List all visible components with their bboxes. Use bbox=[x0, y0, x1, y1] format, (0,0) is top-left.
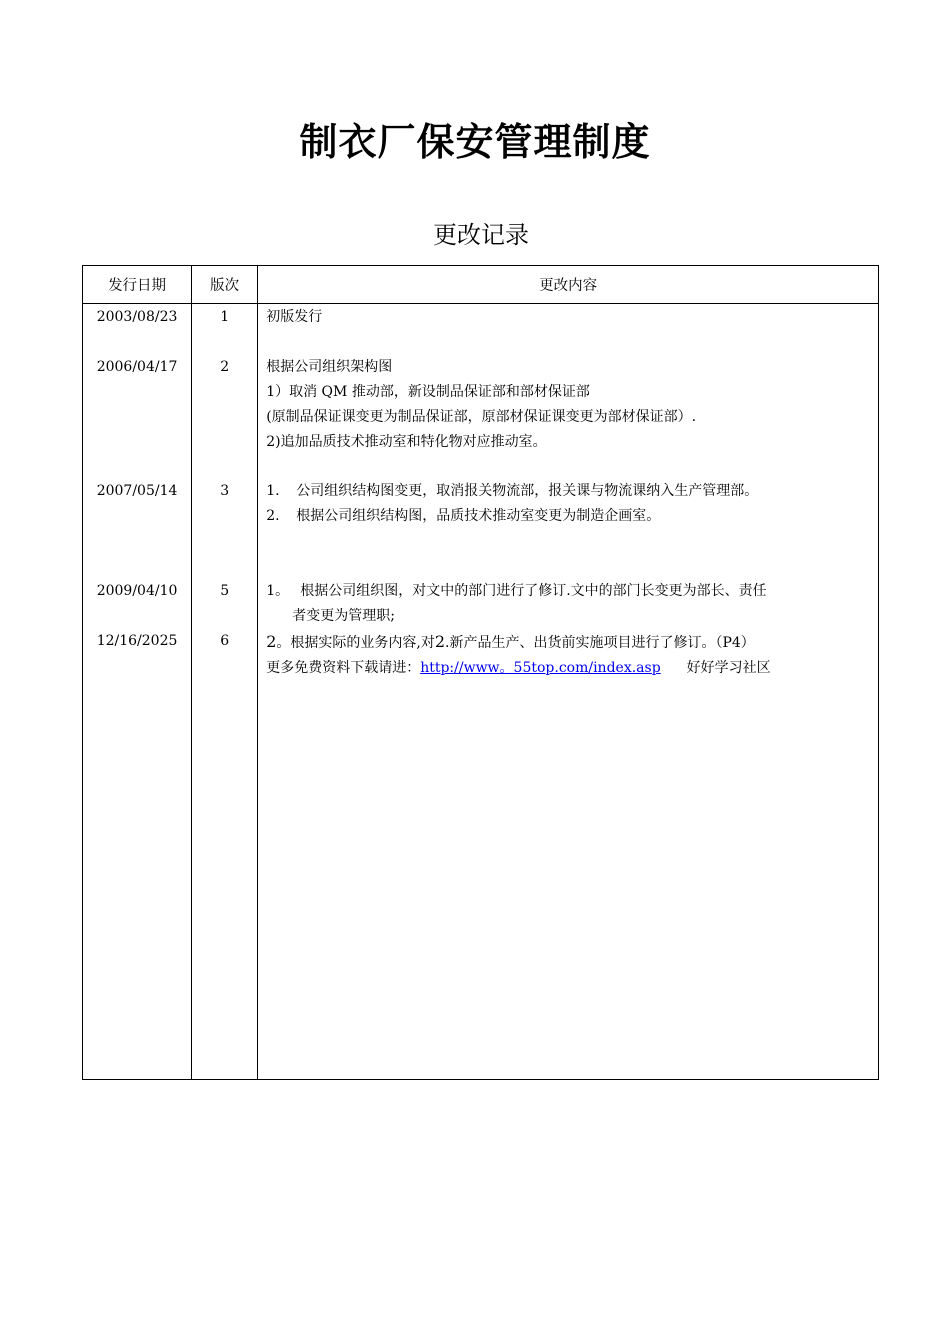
numbered-item bbox=[266, 504, 874, 529]
row-5-version: 6 bbox=[220, 633, 230, 649]
row-4-content bbox=[258, 579, 878, 629]
item-continuation: 者变更为管理职; bbox=[292, 608, 395, 624]
content-line: 根据公司组织架构图 bbox=[266, 359, 393, 375]
header-date: 发行日期 bbox=[83, 266, 192, 304]
row-2-date: 2006/04/17 bbox=[96, 359, 178, 375]
table-body-row bbox=[83, 304, 879, 1080]
content-column bbox=[258, 304, 879, 1080]
row-2-version: 2 bbox=[220, 359, 230, 375]
item-number: 2 bbox=[266, 632, 277, 651]
document-title: 制衣厂保安管理制度 bbox=[299, 120, 651, 164]
table-header-row bbox=[83, 266, 879, 304]
numbered-item bbox=[266, 629, 874, 656]
item-number: 2. bbox=[266, 508, 280, 524]
item-number-inline: 2 bbox=[434, 632, 446, 651]
download-link[interactable]: http://www。55top.com/index.asp bbox=[420, 660, 661, 676]
row-4-date: 2009/04/10 bbox=[96, 583, 178, 599]
content-line: (原制品保证课变更为制品保证部，原部材保证课变更为部材保证部）. bbox=[266, 409, 697, 425]
row-3-version: 3 bbox=[220, 483, 230, 499]
row-2-content bbox=[258, 355, 878, 455]
community-text: 好好学习社区 bbox=[686, 660, 771, 676]
numbered-item bbox=[266, 579, 874, 604]
row-1-version: 1 bbox=[220, 309, 230, 325]
section-title: 更改记录 bbox=[433, 221, 529, 249]
item-text: 公司组织结构图变更，取消报关物流部，报关课与物流课纳入生产管理部。 bbox=[296, 483, 759, 499]
header-version: 版次 bbox=[192, 266, 258, 304]
item-text: 根据公司组织结构图，品质技术推动室变更为制造企画室。 bbox=[296, 508, 661, 524]
row-4-version: 5 bbox=[220, 583, 230, 599]
item-number: 1。 bbox=[266, 583, 290, 599]
download-line bbox=[266, 656, 874, 681]
row-3-date: 2007/05/14 bbox=[96, 483, 178, 499]
download-label: 更多免费资料下载请进： bbox=[266, 660, 421, 676]
item-text: 根据公司组织图，对文中的部门进行了修订.文中的部门长变更为部长、责任 bbox=[300, 583, 767, 599]
item-number: 1. bbox=[266, 483, 280, 499]
content-line: 初版发行 bbox=[266, 309, 323, 325]
header-content: 更改内容 bbox=[258, 266, 879, 304]
version-column bbox=[192, 304, 258, 1080]
row-3-content bbox=[258, 479, 878, 529]
row-5-date: 12/16/2025 bbox=[96, 633, 178, 649]
revision-table bbox=[82, 265, 879, 1080]
item-text: 。根据实际的业务内容,对 bbox=[276, 635, 435, 651]
row-5-content bbox=[258, 629, 878, 681]
row-1-date: 2003/08/23 bbox=[96, 309, 178, 325]
date-column bbox=[83, 304, 192, 1080]
item-text-continued: .新产品生产、出货前实施项目进行了修订。（P4） bbox=[445, 635, 755, 651]
content-line: 2)追加品质技术推动室和特化物对应推动室。 bbox=[266, 434, 547, 450]
row-1-content bbox=[258, 305, 878, 330]
numbered-item bbox=[266, 479, 874, 504]
content-line: 1）取消 QM 推动部，新设制品保证部和部材保证部 bbox=[266, 384, 590, 400]
